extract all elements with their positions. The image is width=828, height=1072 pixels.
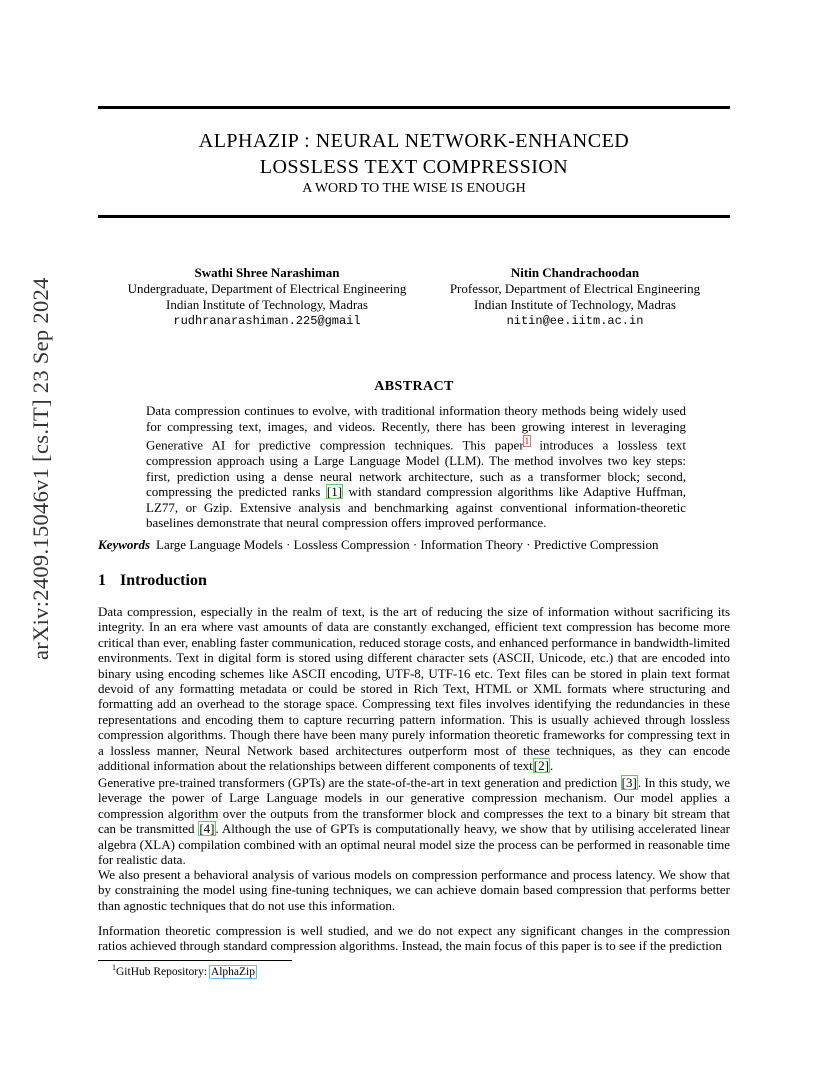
author-affiliation: Indian Institute of Technology, Madras <box>474 297 676 312</box>
author-email: nitin@ee.iitm.ac.in <box>506 314 644 328</box>
author-role: Professor, Department of Electrical Engineering <box>449 281 701 296</box>
citation-link[interactable]: [1] <box>326 484 343 500</box>
footnote-mark: 1 <box>112 963 116 972</box>
paragraph <box>98 775 730 867</box>
title-rule-top <box>98 106 730 109</box>
section-number: 1 <box>98 572 106 589</box>
citation-link[interactable]: [2] <box>533 758 549 774</box>
author-name: Swathi Shree Narashiman <box>194 265 340 280</box>
author-block-1 <box>116 265 418 329</box>
paragraph: Information theoretic compression is well studied, and we do not expect any significant changes in the compression ratios achieved through standard compression algorithms. Instead, the main focus of this paper is to see if the prediction <box>98 923 730 954</box>
paper-title-line-2: LOSSLESS TEXT COMPRESSION <box>259 156 569 178</box>
paragraph-text: Generative pre-trained transformers (GPTs) are the state-of-the-art in text generation and prediction <box>98 775 621 790</box>
section-title: Introduction <box>120 572 207 589</box>
title-block <box>98 128 730 198</box>
paragraph-text: . Although the use of GPTs is computationally heavy, we show that by utilising accelerated linear algebra (XLA) compilation combined with an optimal neural model size the process can be performed in reasonable time for realistic data. <box>98 821 730 868</box>
footnote-label: GitHub Repository: <box>116 965 210 978</box>
abstract-text: introduces a lossless text compression approach using a Large Language Model (LLM). The method involves two key steps: first, prediction using a dense neural network architecture, such as a transformer block; second, compressing the predicted ranks <box>146 437 686 500</box>
author-name: Nitin Chandrachoodan <box>510 265 640 280</box>
section-heading <box>98 572 207 590</box>
paragraph-text: . <box>549 758 554 774</box>
arxiv-identifier: arXiv:2409.15046v1 [cs.IT] 23 Sep 2024 <box>28 277 53 660</box>
repository-link[interactable]: AlphaZip <box>210 965 255 978</box>
title-rule-bottom <box>98 215 730 218</box>
citation-link[interactable]: [3] <box>621 775 637 790</box>
paragraph <box>98 604 730 773</box>
author-role: Undergraduate, Department of Electrical Engineering <box>127 281 407 296</box>
abstract-body <box>146 403 686 531</box>
footnote-reference[interactable]: 1 <box>524 436 530 447</box>
paper-title-line-1: ALPHAZIP : NEURAL NETWORK-ENHANCED <box>198 130 630 152</box>
author-block-2 <box>436 265 714 329</box>
keywords-line <box>98 537 738 553</box>
footnote-divider <box>98 960 292 961</box>
footnote <box>112 963 256 978</box>
author-affiliation: Indian Institute of Technology, Madras <box>166 297 368 312</box>
keywords-text: Large Language Models · Lossless Compression · Information Theory · Predictive Compression <box>156 537 659 552</box>
abstract-text: with standard compression algorithms like Adaptive Huffman, LZ77, or Gzip. Extensive analysis and benchmarking against conventional information-theoretic baselines demonstrate that neural compression offers improved performance. <box>146 484 686 531</box>
author-email: rudhranarashiman.225@gmail <box>173 314 361 328</box>
paragraph-text: . In this study, we leverage the power of Large Language models in our generative compression mechanism. Our model applies a compression algorithm over the outputs from the transformer block and compresses the text to a binary bit stream that can be transmitted <box>98 775 730 837</box>
paper-subtitle: A WORD TO THE WISE IS ENOUGH <box>302 181 526 196</box>
paragraph: We also present a behavioral analysis of various models on compression performance and process latency. We show that by constraining the model using fine-tuning techniques, we can achieve domain based compression that performs better than agnostic techniques that do not use this information. <box>98 867 730 913</box>
abstract-text: Data compression continues to evolve, with traditional information theory methods being widely used for compressing text, images, and videos. Recently, there has been growing interest in leveraging Generative AI for predictive compression techniques. This paper <box>146 403 686 453</box>
citation-link[interactable]: [4] <box>199 821 215 837</box>
abstract-heading: ABSTRACT <box>374 379 454 394</box>
keywords-label: Keywords <box>98 537 150 552</box>
paragraph-text: Data compression, especially in the realm of text, is the art of reducing the size of information without sacrificing its integrity. In an era where vast amounts of data are constantly exchanged, efficient text compression has become more critical than ever, enabling faster communication, reduced storage costs, and enhanced performance in bandwidth-limited environments. Text in digital form is stored using different character sets (ASCII, Unicode, etc.) that are encoded into binary using encoding schemes like ASCII encoding, UTF-8, UTF-16 etc. Text files can be stored in plain text format devoid of any formatting metadata or could be stored in Rich Text, HTML or XML formats where structuring and formatting add an overhead to the storage space. Compressing text files involves identifying the redundancies in these representations and encoding them to capture recurring pattern information. This is usually achieved through lossless compression algorithms. Though there have been many purely information theoretic frameworks for compressing text in a lossless manner, Neural Network based architectures outperform most of these techniques, as they can encode additional information about the relationships between different components of text <box>98 604 730 774</box>
